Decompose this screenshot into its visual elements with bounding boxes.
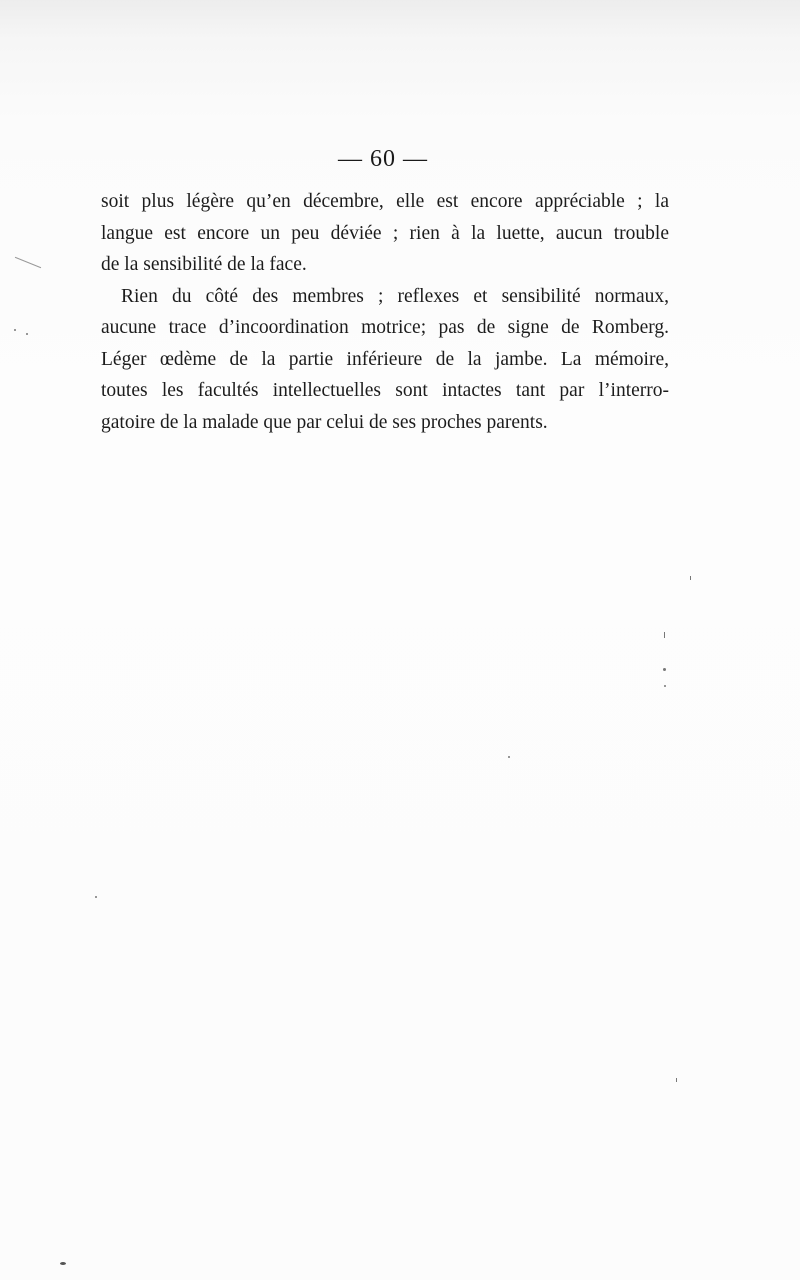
text-line: soit plus légère qu’en décembre, elle est encore appréciable ; la [101, 191, 669, 212]
page-number: — 60 — [338, 146, 428, 172]
scan-speck [14, 329, 16, 331]
scan-speck [690, 576, 691, 580]
scan-speck [508, 756, 510, 758]
scan-speck [663, 668, 666, 671]
text-line: aucune trace d’incoordination motrice; pas de signe de Romberg. [101, 317, 669, 338]
scan-speck [95, 896, 97, 898]
text-line: gatoire de la malade que par celui de ses proches parents. [101, 411, 548, 433]
scan-speck [664, 632, 665, 638]
body-text [101, 186, 669, 438]
paragraph-first-line: Rien du côté des membres ; reflexes et sensibilité normaux, [121, 285, 669, 307]
scan-speck [676, 1078, 677, 1082]
text-line: toutes les facultés intellectuelles sont intactes tant par l’interro- [101, 380, 669, 401]
text-line: Léger œdème de la partie inférieure de la jambe. La mémoire, [101, 348, 669, 370]
text-line: langue est encore un peu déviée ; rien à la luette, aucun trouble [101, 222, 669, 244]
text-line: de la sensibilité de la face. [101, 254, 307, 275]
scan-mark [15, 257, 41, 268]
scan-speck [60, 1262, 66, 1265]
scan-speck [664, 685, 666, 687]
scan-speck [26, 333, 28, 335]
